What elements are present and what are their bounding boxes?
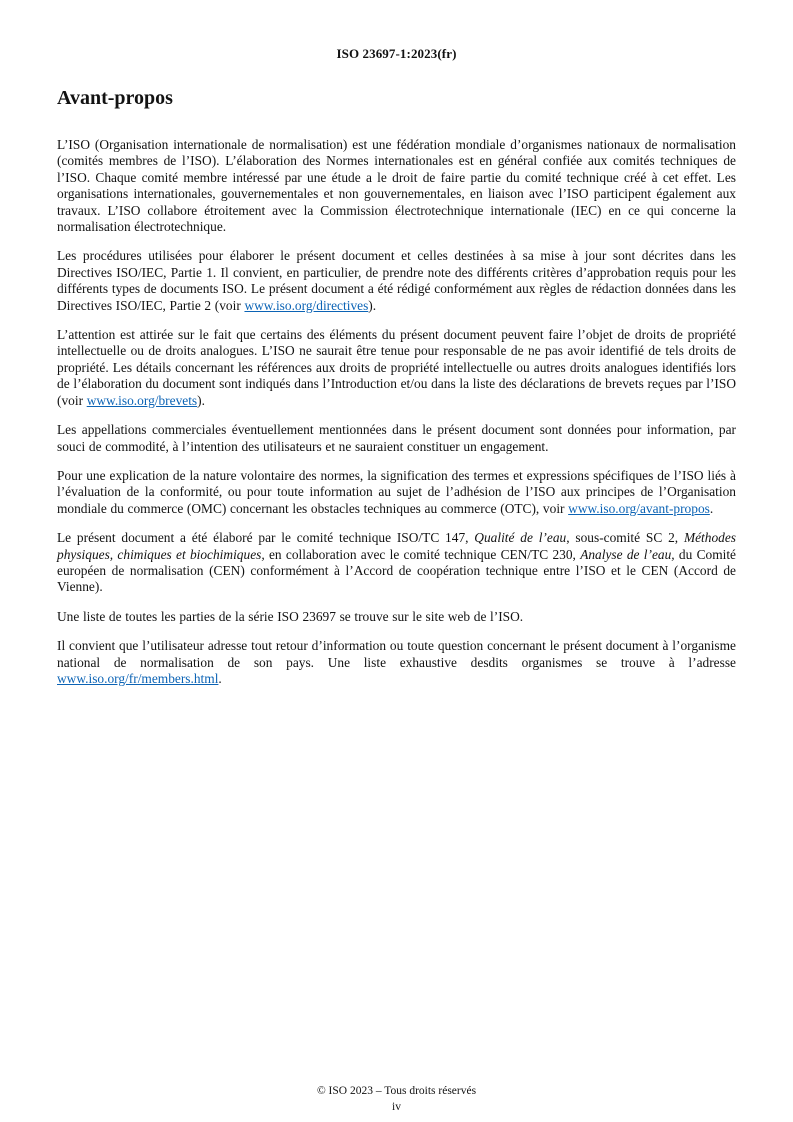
paragraphs-container: [57, 137, 736, 687]
body-text: en collaboration avec le comité technique CEN/TC 230,: [264, 546, 581, 562]
body-text: L’ISO (Organisation internationale de normalisation) est une fédération mondiale d’organismes nationaux de normalisation (comités membres de l’ISO). L’élaboration des Normes internationales est en général confiée aux comités techniques de l’ISO. Chaque comité membre intéressé par une étude a le droit de faire partie du comité technique créé à cet effet. Les organisations internationales, gouvernementales et non gouvernementales, en liaison avec l’ISO participent également aux travaux. L’ISO collabore étroitement avec la Commission électrotechnique internationale (IEC) en ce qui concerne la normalisation électrotechnique.: [57, 137, 736, 235]
body-text: ).: [368, 297, 377, 313]
body-text: .: [709, 500, 714, 516]
hyperlink[interactable]: www.iso.org/directives: [244, 297, 369, 313]
italic-text: Qualité de l’eau: [474, 530, 567, 546]
body-text: L’attention est attirée sur le fait que certains des éléments du présent document peuvent faire l’objet de droits de propriété intellectuelle ou de droits analogues. L’ISO ne saurait être tenue pour responsable de ne pas avoir identifié de tels droits de propriété. Les détails concernant les références aux droits de propriété intellectuelle ou autres droits analogues identifiés lors de l’élaboration du document sont indiqués dans l’Introduction et/ou dans la liste des déclarations de brevets reçues par l’ISO (voir: [57, 327, 736, 408]
paragraph: [57, 530, 736, 596]
footer-copyright: © ISO 2023 – Tous droits réservés: [316, 1085, 477, 1097]
paragraph: [57, 327, 736, 409]
footer-page-number: iv: [392, 1101, 401, 1113]
body-text: Les appellations commerciales éventuellement mentionnées dans le présent document sont données pour information, par souci de commodité, à l’intention des utilisateurs et ne sauraient constituer un engagement.: [57, 422, 736, 454]
paragraph: [57, 609, 736, 625]
body-text: , sous-comité SC 2,: [566, 530, 684, 546]
body-text: .: [218, 670, 222, 686]
content-area: [0, 87, 793, 687]
body-text: Le présent document a été élaboré par le comité technique ISO/TC 147,: [57, 530, 475, 546]
hyperlink[interactable]: www.iso.org/brevets: [86, 392, 198, 408]
body-text: Une liste de toutes les parties de la série ISO 23697 se trouve sur le site web de l’ISO.: [57, 608, 524, 624]
italic-text: Analyse de l’eau,: [580, 546, 675, 562]
body-text: ).: [197, 392, 205, 408]
hyperlink[interactable]: www.iso.org/avant-propos: [568, 500, 710, 516]
page-title: Avant-propos: [57, 87, 173, 109]
document-footer: [0, 1083, 793, 1115]
body-text: Il convient que l’utilisateur adresse tout retour d’information ou toute question concernant le présent document à l’organisme national de normalisation de son pays. Une liste exhaustive desdits organismes se trouve à l’adresse: [57, 638, 736, 670]
italic-text: Méthodes physiques, chimiques et biochimiques,: [57, 530, 736, 562]
body-text: du Comité européen de normalisation (CEN) conformément à l’Accord de coopération technique entre l’ISO et le CEN (Accord de Vienne).: [57, 546, 736, 595]
body-text: Les procédures utilisées pour élaborer le présent document et celles destinées à sa mise à jour sont décrites dans les Directives ISO/IEC, Partie 1. Il convient, en particulier, de prendre note des différents critères d’approbation requis pour les différents types de documents ISO. Le présent document a été rédigé conformément aux règles de rédaction données dans les Directives ISO/IEC, Partie 2 (voir: [57, 248, 736, 313]
paragraph: [57, 422, 736, 455]
body-text: Pour une explication de la nature volontaire des normes, la signification des termes et expressions spécifiques de l’ISO liés à l’évaluation de la conformité, ou pour toute information au sujet de l’adhésion de l’ISO aux principes de l’Organisation mondiale du commerce (OMC) concernant les obstacles techniques au commerce (OTC), voir: [57, 467, 736, 516]
document-reference-header: ISO 23697-1:2023(fr): [336, 46, 457, 61]
hyperlink[interactable]: www.iso.org/fr/members.html: [57, 670, 219, 686]
paragraph: [57, 468, 736, 517]
paragraph: [57, 638, 736, 687]
paragraph: [57, 137, 736, 235]
paragraph: [57, 248, 736, 314]
